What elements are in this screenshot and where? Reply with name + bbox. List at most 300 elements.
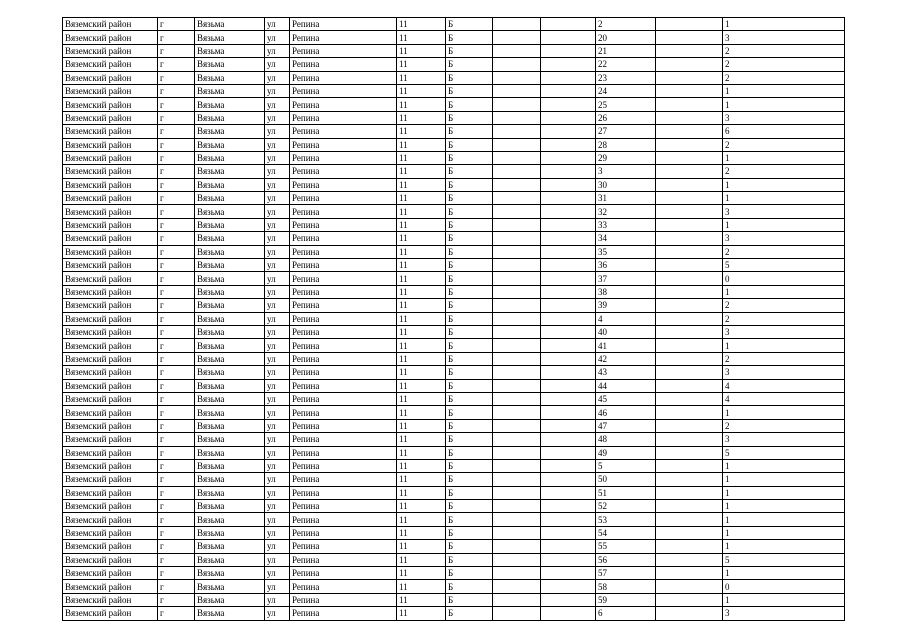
cell-building-letter: Б [446,392,493,405]
cell-settlement: Вязьма [195,500,265,513]
cell-col-11 [656,58,723,71]
cell-settlement: Вязьма [195,526,265,539]
cell-building-letter: Б [446,446,493,459]
cell-street: Репина [290,392,397,405]
cell-settlement: Вязьма [195,44,265,57]
cell-apartment-number: 38 [596,285,656,298]
cell-house-number: 11 [397,379,446,392]
cell-street: Репина [290,500,397,513]
cell-building-letter: Б [446,339,493,352]
cell-col-8 [493,486,541,499]
cell-building-letter: Б [446,285,493,298]
cell-house-number: 11 [397,165,446,178]
cell-district: Вяземский район [63,299,158,312]
cell-settlement: Вязьма [195,419,265,432]
cell-street: Репина [290,192,397,205]
cell-settlement: Вязьма [195,339,265,352]
cell-col-11 [656,352,723,365]
cell-col-9 [541,192,596,205]
cell-building-letter: Б [446,419,493,432]
table-row [63,245,845,258]
cell-settlement-type: г [158,151,195,164]
cell-street-type: ул [265,339,290,352]
cell-street: Репина [290,513,397,526]
cell-col-11 [656,178,723,191]
cell-col-9 [541,419,596,432]
cell-house-number: 11 [397,473,446,486]
cell-apartment-number: 53 [596,513,656,526]
cell-street-type: ул [265,98,290,111]
cell-settlement-type: г [158,84,195,97]
cell-settlement-type: г [158,111,195,124]
table-row [63,312,845,325]
cell-count: 5 [723,259,845,272]
cell-count: 4 [723,379,845,392]
cell-street: Репина [290,31,397,44]
cell-building-letter: Б [446,513,493,526]
cell-settlement: Вязьма [195,392,265,405]
cell-district: Вяземский район [63,486,158,499]
cell-street-type: ул [265,607,290,620]
cell-settlement-type: г [158,58,195,71]
cell-district: Вяземский район [63,607,158,620]
cell-col-9 [541,553,596,566]
cell-col-9 [541,205,596,218]
cell-apartment-number: 33 [596,218,656,231]
cell-house-number: 11 [397,285,446,298]
cell-apartment-number: 39 [596,299,656,312]
cell-settlement: Вязьма [195,366,265,379]
cell-district: Вяземский район [63,138,158,151]
cell-col-11 [656,111,723,124]
cell-count: 1 [723,459,845,472]
cell-count: 3 [723,366,845,379]
cell-house-number: 11 [397,205,446,218]
cell-col-8 [493,245,541,258]
cell-building-letter: Б [446,44,493,57]
cell-col-11 [656,406,723,419]
cell-house-number: 11 [397,71,446,84]
cell-col-9 [541,44,596,57]
cell-settlement: Вязьма [195,31,265,44]
cell-apartment-number: 28 [596,138,656,151]
cell-street-type: ул [265,192,290,205]
cell-apartment-number: 34 [596,232,656,245]
table-row [63,419,845,432]
cell-district: Вяземский район [63,433,158,446]
cell-street-type: ул [265,312,290,325]
cell-count: 1 [723,513,845,526]
cell-col-11 [656,151,723,164]
cell-col-8 [493,111,541,124]
cell-house-number: 11 [397,419,446,432]
cell-street: Репина [290,352,397,365]
cell-house-number: 11 [397,433,446,446]
cell-street-type: ул [265,352,290,365]
cell-settlement-type: г [158,446,195,459]
cell-building-letter: Б [446,553,493,566]
cell-settlement-type: г [158,192,195,205]
cell-count: 0 [723,272,845,285]
cell-col-11 [656,165,723,178]
cell-col-11 [656,607,723,620]
cell-settlement-type: г [158,593,195,606]
cell-street-type: ул [265,138,290,151]
cell-settlement: Вязьма [195,192,265,205]
cell-col-9 [541,392,596,405]
cell-street: Репина [290,232,397,245]
cell-apartment-number: 21 [596,44,656,57]
cell-street: Репина [290,406,397,419]
cell-col-9 [541,607,596,620]
cell-count: 2 [723,138,845,151]
cell-street-type: ул [265,433,290,446]
cell-col-9 [541,151,596,164]
cell-settlement: Вязьма [195,285,265,298]
cell-building-letter: Б [446,500,493,513]
cell-district: Вяземский район [63,18,158,31]
cell-street: Репина [290,71,397,84]
cell-street-type: ул [265,325,290,338]
cell-settlement: Вязьма [195,111,265,124]
cell-col-8 [493,98,541,111]
cell-street-type: ул [265,218,290,231]
cell-col-9 [541,486,596,499]
cell-col-9 [541,259,596,272]
cell-col-9 [541,245,596,258]
cell-col-9 [541,459,596,472]
cell-street: Репина [290,339,397,352]
cell-col-11 [656,31,723,44]
cell-street-type: ул [265,58,290,71]
cell-count: 1 [723,218,845,231]
cell-count: 1 [723,567,845,580]
cell-district: Вяземский район [63,366,158,379]
cell-district: Вяземский район [63,205,158,218]
cell-col-11 [656,500,723,513]
cell-col-9 [541,473,596,486]
cell-apartment-number: 55 [596,540,656,553]
cell-settlement-type: г [158,339,195,352]
cell-col-11 [656,366,723,379]
cell-col-9 [541,31,596,44]
cell-building-letter: Б [446,379,493,392]
cell-col-9 [541,580,596,593]
cell-street: Репина [290,580,397,593]
cell-col-8 [493,593,541,606]
cell-settlement: Вязьма [195,553,265,566]
cell-col-9 [541,567,596,580]
cell-street-type: ул [265,299,290,312]
cell-col-8 [493,392,541,405]
table-row [63,98,845,111]
cell-street-type: ул [265,259,290,272]
cell-house-number: 11 [397,272,446,285]
cell-building-letter: Б [446,232,493,245]
cell-col-9 [541,379,596,392]
cell-apartment-number: 36 [596,259,656,272]
cell-apartment-number: 45 [596,392,656,405]
cell-col-8 [493,58,541,71]
cell-col-8 [493,218,541,231]
cell-col-9 [541,339,596,352]
cell-street-type: ул [265,178,290,191]
cell-settlement-type: г [158,553,195,566]
cell-col-11 [656,299,723,312]
cell-count: 1 [723,18,845,31]
cell-count: 3 [723,433,845,446]
cell-district: Вяземский район [63,325,158,338]
cell-apartment-number: 54 [596,526,656,539]
cell-building-letter: Б [446,366,493,379]
cell-apartment-number: 6 [596,607,656,620]
cell-house-number: 11 [397,392,446,405]
cell-building-letter: Б [446,299,493,312]
cell-house-number: 11 [397,84,446,97]
cell-col-9 [541,232,596,245]
cell-col-9 [541,446,596,459]
cell-building-letter: Б [446,71,493,84]
cell-col-8 [493,151,541,164]
cell-house-number: 11 [397,486,446,499]
cell-street-type: ул [265,406,290,419]
cell-street-type: ул [265,232,290,245]
cell-settlement-type: г [158,433,195,446]
cell-col-9 [541,312,596,325]
cell-settlement: Вязьма [195,178,265,191]
cell-district: Вяземский район [63,151,158,164]
cell-count: 2 [723,312,845,325]
cell-street-type: ул [265,285,290,298]
cell-street-type: ул [265,500,290,513]
cell-apartment-number: 52 [596,500,656,513]
cell-settlement: Вязьма [195,459,265,472]
cell-settlement-type: г [158,205,195,218]
cell-settlement-type: г [158,513,195,526]
cell-col-8 [493,165,541,178]
cell-apartment-number: 31 [596,192,656,205]
cell-count: 2 [723,58,845,71]
cell-col-8 [493,84,541,97]
cell-col-9 [541,138,596,151]
cell-street: Репина [290,459,397,472]
cell-col-8 [493,513,541,526]
cell-count: 5 [723,553,845,566]
cell-street: Репина [290,58,397,71]
cell-street-type: ул [265,459,290,472]
table-row [63,259,845,272]
cell-count: 2 [723,245,845,258]
table-row [63,500,845,513]
cell-col-11 [656,513,723,526]
cell-street: Репина [290,218,397,231]
table-row [63,513,845,526]
cell-col-8 [493,125,541,138]
cell-col-8 [493,325,541,338]
cell-apartment-number: 57 [596,567,656,580]
cell-col-8 [493,379,541,392]
cell-apartment-number: 22 [596,58,656,71]
cell-house-number: 11 [397,125,446,138]
cell-col-9 [541,71,596,84]
cell-building-letter: Б [446,125,493,138]
cell-col-8 [493,44,541,57]
cell-col-11 [656,526,723,539]
cell-apartment-number: 32 [596,205,656,218]
cell-count: 5 [723,446,845,459]
cell-col-8 [493,71,541,84]
cell-building-letter: Б [446,192,493,205]
cell-col-11 [656,459,723,472]
cell-street-type: ул [265,526,290,539]
cell-street: Репина [290,540,397,553]
cell-street: Репина [290,44,397,57]
cell-street: Репина [290,259,397,272]
table-row [63,540,845,553]
cell-apartment-number: 3 [596,165,656,178]
cell-house-number: 11 [397,366,446,379]
cell-settlement: Вязьма [195,259,265,272]
cell-building-letter: Б [446,473,493,486]
cell-apartment-number: 35 [596,245,656,258]
table-row [63,285,845,298]
cell-building-letter: Б [446,218,493,231]
cell-col-8 [493,205,541,218]
cell-district: Вяземский район [63,218,158,231]
cell-settlement-type: г [158,178,195,191]
cell-count: 3 [723,205,845,218]
cell-count: 2 [723,352,845,365]
table-row [63,567,845,580]
cell-house-number: 11 [397,232,446,245]
table-row [63,406,845,419]
cell-street-type: ул [265,71,290,84]
cell-settlement-type: г [158,486,195,499]
cell-settlement-type: г [158,18,195,31]
cell-house-number: 11 [397,607,446,620]
cell-street: Репина [290,379,397,392]
cell-col-11 [656,419,723,432]
cell-district: Вяземский район [63,540,158,553]
cell-street: Репина [290,285,397,298]
cell-col-11 [656,580,723,593]
cell-street-type: ул [265,205,290,218]
table-row [63,325,845,338]
cell-house-number: 11 [397,352,446,365]
cell-col-11 [656,44,723,57]
cell-house-number: 11 [397,58,446,71]
cell-col-8 [493,232,541,245]
cell-building-letter: Б [446,138,493,151]
cell-street: Репина [290,553,397,566]
table-row [63,392,845,405]
cell-building-letter: Б [446,607,493,620]
cell-count: 1 [723,84,845,97]
table-row [63,218,845,231]
cell-house-number: 11 [397,312,446,325]
cell-col-9 [541,540,596,553]
cell-col-11 [656,379,723,392]
cell-col-8 [493,433,541,446]
cell-settlement: Вязьма [195,473,265,486]
cell-col-9 [541,18,596,31]
table-row [63,446,845,459]
cell-col-8 [493,192,541,205]
cell-apartment-number: 27 [596,125,656,138]
cell-settlement-type: г [158,406,195,419]
cell-district: Вяземский район [63,44,158,57]
table-row [63,379,845,392]
table-row [63,111,845,124]
cell-settlement: Вязьма [195,486,265,499]
cell-street-type: ул [265,125,290,138]
cell-street: Репина [290,526,397,539]
cell-count: 1 [723,500,845,513]
cell-settlement: Вязьма [195,232,265,245]
cell-district: Вяземский район [63,593,158,606]
cell-count: 1 [723,178,845,191]
cell-house-number: 11 [397,98,446,111]
cell-col-9 [541,593,596,606]
cell-apartment-number: 24 [596,84,656,97]
cell-street-type: ул [265,366,290,379]
cell-settlement: Вязьма [195,18,265,31]
cell-street-type: ул [265,44,290,57]
cell-apartment-number: 48 [596,433,656,446]
cell-street: Репина [290,111,397,124]
cell-street-type: ул [265,553,290,566]
cell-street: Репина [290,567,397,580]
cell-col-11 [656,18,723,31]
address-table [62,17,845,621]
cell-house-number: 11 [397,299,446,312]
cell-apartment-number: 43 [596,366,656,379]
cell-settlement: Вязьма [195,125,265,138]
cell-house-number: 11 [397,526,446,539]
cell-district: Вяземский район [63,500,158,513]
cell-street: Репина [290,151,397,164]
cell-count: 1 [723,151,845,164]
cell-col-8 [493,299,541,312]
cell-settlement-type: г [158,98,195,111]
cell-settlement-type: г [158,245,195,258]
cell-col-9 [541,58,596,71]
cell-settlement-type: г [158,312,195,325]
cell-district: Вяземский район [63,245,158,258]
cell-street: Репина [290,272,397,285]
cell-building-letter: Б [446,567,493,580]
cell-building-letter: Б [446,352,493,365]
cell-col-11 [656,473,723,486]
cell-building-letter: Б [446,58,493,71]
cell-district: Вяземский район [63,192,158,205]
cell-street: Репина [290,125,397,138]
cell-building-letter: Б [446,178,493,191]
cell-street-type: ул [265,18,290,31]
cell-street: Репина [290,486,397,499]
cell-count: 1 [723,473,845,486]
table-row [63,205,845,218]
cell-settlement: Вязьма [195,165,265,178]
cell-apartment-number: 47 [596,419,656,432]
cell-col-11 [656,232,723,245]
cell-street: Репина [290,205,397,218]
table-row [63,339,845,352]
cell-count: 3 [723,325,845,338]
cell-house-number: 11 [397,111,446,124]
cell-count: 2 [723,44,845,57]
cell-building-letter: Б [446,18,493,31]
